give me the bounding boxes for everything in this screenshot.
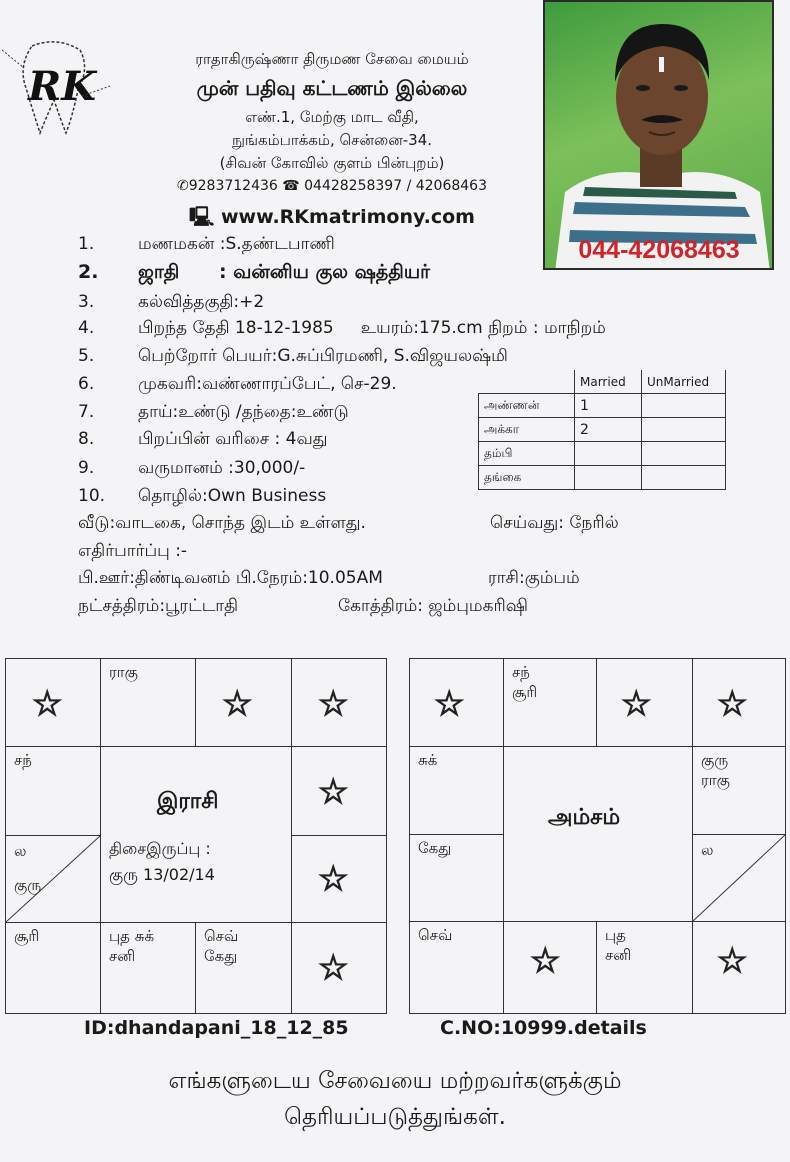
detail-row-birthdate: 4. பிறந்த தேதி 18-12-1985 உயரம்:175.cm நிறம் : மாநிறம் [78,318,606,338]
rasi-cell-sun: சூரி [5,922,101,1014]
amsam-cell-moon-sun: சந் சூரி [503,658,597,747]
amsam-title: அம்சம் [548,805,621,830]
rasi-cell [5,658,101,747]
table-row: அண்ணன் 1 [479,394,726,418]
profile-photo [543,0,774,270]
amsam-cell-ketu: கேது [409,834,504,922]
star-icon: ☆ [717,941,748,981]
detail-row-address: 6. முகவரி:வண்ணாரப்பேட், செ-29. [78,374,397,394]
svg-text:RK: RK [28,63,97,110]
birthplace-time: பி.ஊர்:திண்டிவனம் பி.நேரம்:10.05AM [78,568,383,588]
rasi-cell-moon: சந் [5,746,101,836]
photo-phone-number: 044-42068463 [578,236,740,264]
unmarried-header: UnMarried [642,370,726,394]
amsam-cell-budh-sani: புத சனி [596,921,693,1014]
rasi-cell-lagnam: ல குரு [5,835,101,923]
phone-numbers: ✆9283712436 ☎ 04428258397 / 42068463 [177,178,487,194]
case-number: C.NO:10999.details [440,1017,647,1039]
amsam-cell-sukra: சுக் [409,746,504,835]
detail-row-income: 9. வருமானம் :30,000/- [78,458,306,478]
married-header: Married [575,370,642,394]
rasi-cell [291,835,387,923]
star-icon: ☆ [434,684,465,724]
phone-icon: ✆ [177,178,189,194]
address-landmark: (சிவன் கோவில் குளம் பின்புறம்) [219,154,445,172]
star-icon: ☆ [318,859,349,899]
address-line-1: எண்.1, மேற்கு மாட வீதி, [245,108,419,126]
star-icon: ☆ [222,684,253,724]
star-icon: ☆ [717,684,748,724]
amsam-cell [692,658,786,747]
rasi-info: ராசி:கும்பம் [488,568,580,588]
address-line-2: நுங்கம்பாக்கம், சென்னை-34. [231,131,433,149]
star-icon: ☆ [318,948,349,988]
rasi-cell [291,658,387,747]
dasa-value: குரு 13/02/14 [109,865,215,884]
amsam-center [503,746,693,922]
amsam-cell [503,921,597,1014]
rasi-cell [291,746,387,836]
detail-row-education: 3. கல்வித்தகுதி:+2 [78,292,265,312]
rasi-title: இராசி [157,789,219,814]
star-icon: ☆ [318,772,349,812]
rasi-cell-rahu: ராகு [100,658,196,747]
rasi-cell [195,658,292,747]
detail-row-parents: 5. பெற்றோர் பெயர்:G.சுப்பிரமணி, S.விஜயலஷ்மி [78,346,508,366]
profile-id: ID:dhandapani_18_12_85 [84,1017,349,1039]
rasi-chart [5,658,387,1014]
slogan-line-1: எங்களுடைய சேவையை மற்றவர்களுக்கும் [168,1068,622,1094]
detail-row-occupation: 10. தொழில்:Own Business [78,486,327,506]
amsam-cell [692,921,786,1014]
detail-row-caste: 2. ஜாதி : வன்னிய குல ஷத்தியர் [78,261,431,283]
detail-row-birth-order: 8. பிறப்பின் வரிசை : 4வது [78,429,328,449]
amsam-cell-sevvai: செவ் [409,921,504,1014]
star-icon: ☆ [32,684,63,724]
table-row: அக்கா 2 [479,418,726,442]
table-row: தம்பி [479,442,726,466]
gothram-info: கோத்திரம்: ஜம்புமகரிஷி [338,596,528,616]
amsam-cell-guru-rahu: குரு ராகு [692,746,786,835]
rasi-center [100,746,292,923]
contact-mode: செய்வது: நேரில் [490,513,619,533]
rasi-cell-sevvai-ketu: செவ் கேது [195,922,292,1014]
rk-logo [2,38,112,148]
house-info: வீடு:வாடகை, சொந்த இடம் உள்ளது. [78,513,366,533]
amsam-cell [409,658,504,747]
star-icon: ☆ [621,684,652,724]
detail-row-parents-alive: 7. தாய்:உண்டு /தந்தை:உண்டு [78,402,349,422]
rasi-cell [291,922,387,1014]
slogan-line-2: தெரியப்படுத்துங்கள். [284,1104,506,1130]
computer-icon: 🖳 [189,206,221,228]
expectation-label: எதிர்பார்ப்பு :- [78,541,188,561]
table-row: தங்கை [479,466,726,490]
siblings-table [478,370,726,490]
detail-row-groom: 1. மணமகன் :S.தண்டபாணி [78,234,335,254]
star-icon: ☆ [530,941,561,981]
amsam-cell [596,658,693,747]
star-icon: ☆ [318,684,349,724]
rasi-cell-budh-sukra-sani: புத சுக் சனி [100,922,196,1014]
nakshatra-info: நட்சத்திரம்:பூரட்டாதி [78,596,239,616]
amsam-cell-lagnam: ல [692,834,786,922]
dasa-label: திசைஇருப்பு : [109,839,211,858]
amsam-chart [409,658,786,1014]
org-name: ராதாகிருஷ்ணா திருமண சேவை மையம் [195,50,469,68]
website: 🖳 www.RKmatrimony.com [189,206,475,228]
no-registration-fee: முன் பதிவு கட்டணம் இல்லை [196,76,468,100]
